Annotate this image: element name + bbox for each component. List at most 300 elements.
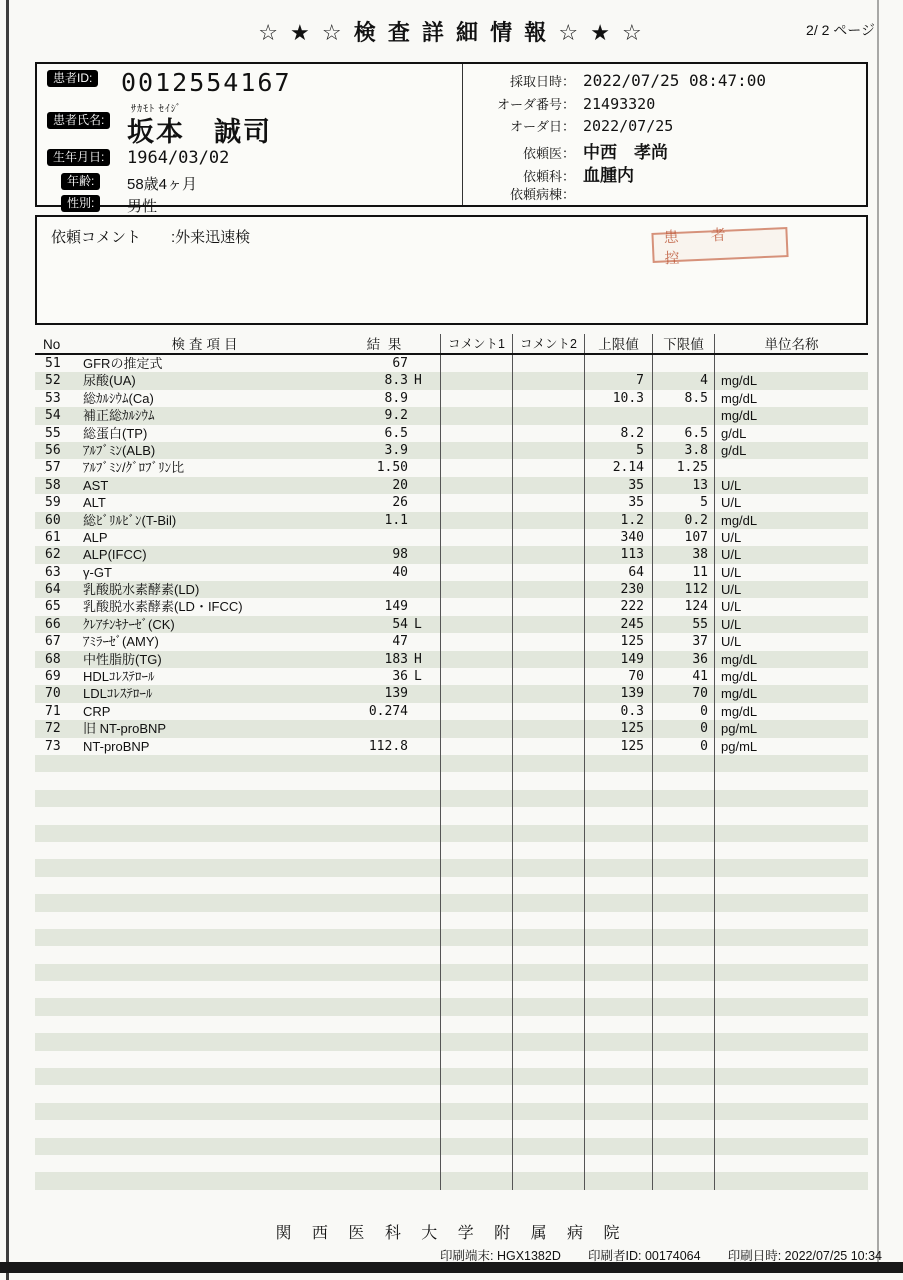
cell-c1: [440, 1103, 512, 1120]
cell-flag: [408, 842, 440, 859]
table-row: [35, 407, 868, 424]
cell-unit: [714, 772, 868, 789]
cell-result: [330, 946, 408, 963]
cell-unit: mg/dL: [714, 651, 868, 668]
cell-c1: [440, 981, 512, 998]
cell-flag: [408, 1051, 440, 1068]
cell-upper: 340: [584, 529, 652, 546]
table-row-empty: [35, 1051, 868, 1068]
cell-flag: [408, 790, 440, 807]
table-row: [35, 651, 868, 668]
cell-c1: [440, 912, 512, 929]
print-datetime: 印刷日時: 2022/07/25 10:34: [727, 1249, 882, 1263]
patient-info-panel: [37, 64, 463, 215]
table-row-empty: [35, 825, 868, 842]
column-header-item: 検査項目: [171, 337, 242, 352]
cell-c2: [512, 964, 584, 981]
cell-unit: pg/mL: [714, 738, 868, 755]
cell-flag: H: [414, 651, 422, 667]
cell-result: 36: [392, 669, 408, 685]
cell-no: [35, 998, 83, 1015]
table-row: [35, 390, 868, 407]
cell-unit: mg/dL: [714, 372, 868, 389]
cell-result: 8.9: [384, 390, 408, 406]
cell-lower: [652, 1085, 714, 1102]
cell-no: [35, 1051, 83, 1068]
cell-lower: [652, 1172, 714, 1189]
patient-copy-stamp: 患 者 控: [651, 227, 788, 263]
cell-upper: [584, 407, 652, 424]
cell-no: [35, 772, 83, 789]
cell-lower: 38: [652, 546, 714, 563]
cell-no: [35, 912, 83, 929]
column-header-upper: 上限値: [584, 334, 652, 353]
cell-lower: [652, 355, 714, 372]
cell-flag: [408, 738, 440, 755]
cell-flag: [408, 459, 440, 476]
table-row-empty: [35, 772, 868, 789]
cell-c2: [512, 529, 584, 546]
cell-lower: 124: [652, 598, 714, 615]
cell-result: [330, 859, 408, 876]
cell-flag: [408, 981, 440, 998]
cell-flag: L: [414, 669, 422, 685]
cell-unit: [714, 842, 868, 859]
cell-c2: [512, 425, 584, 442]
cell-result: [330, 998, 408, 1015]
cell-lower: [652, 407, 714, 424]
cell-upper: [584, 825, 652, 842]
column-header-no: No: [43, 337, 61, 352]
cell-unit: [714, 1051, 868, 1068]
sampled-label: 採取日時：: [509, 74, 575, 89]
ward-label: 依頼病棟：: [509, 187, 575, 202]
cell-upper: 10.3: [584, 390, 652, 407]
cell-no: [35, 894, 83, 911]
cell-upper: [584, 842, 652, 859]
cell-unit: U/L: [714, 564, 868, 581]
column-header-lower: 下限値: [652, 334, 714, 353]
table-row-empty: [35, 929, 868, 946]
order-no-row: [463, 94, 866, 113]
cell-item: [83, 1138, 330, 1155]
patient-id-label: 患者ID:: [47, 70, 98, 87]
cell-c1: [440, 442, 512, 459]
cell-no: [35, 1120, 83, 1137]
cell-lower: 107: [652, 529, 714, 546]
cell-flag: [408, 1103, 440, 1120]
cell-c1: [440, 494, 512, 511]
cell-flag: [408, 912, 440, 929]
cell-c2: [512, 929, 584, 946]
cell-unit: [714, 981, 868, 998]
cell-unit: mg/dL: [714, 512, 868, 529]
cell-no: [35, 859, 83, 876]
cell-upper: [584, 355, 652, 372]
cell-c2: [512, 1172, 584, 1189]
cell-no: 68: [45, 651, 61, 667]
cell-no: [35, 981, 83, 998]
cell-flag: [408, 1155, 440, 1172]
cell-c1: [440, 581, 512, 598]
cell-item: ｱﾙﾌﾞﾐﾝ(ALB): [83, 442, 156, 458]
table-row: [35, 581, 868, 598]
birth-date-value: 1964/03/02: [127, 148, 230, 168]
cell-no: 70: [45, 686, 61, 702]
cell-c1: [440, 407, 512, 424]
results-table-header: [35, 334, 868, 355]
cell-c1: [440, 616, 512, 633]
cell-upper: 0.3: [584, 703, 652, 720]
table-row: [35, 564, 868, 581]
cell-upper: [584, 1068, 652, 1085]
results-table: [35, 334, 868, 1190]
cell-lower: [652, 755, 714, 772]
cell-flag: [408, 390, 440, 407]
cell-no: [35, 807, 83, 824]
table-row: [35, 442, 868, 459]
cell-upper: 230: [584, 581, 652, 598]
cell-no: [35, 1155, 83, 1172]
cell-item: [83, 1016, 330, 1033]
cell-item: 中性脂肪(TG): [83, 651, 162, 667]
cell-item: 総蛋白(TP): [83, 425, 148, 441]
cell-upper: 125: [584, 720, 652, 737]
cell-unit: [714, 929, 868, 946]
table-row: [35, 616, 868, 633]
cell-upper: [584, 877, 652, 894]
cell-item: γ-GT: [83, 564, 112, 580]
cell-no: 56: [45, 442, 61, 458]
table-row: [35, 512, 868, 529]
column-header-comment2: コメント2: [512, 334, 584, 353]
cell-upper: 245: [584, 616, 652, 633]
cell-c1: [440, 372, 512, 389]
cell-no: 60: [45, 512, 61, 528]
age-label: 年齢:: [61, 173, 100, 190]
cell-c1: [440, 1172, 512, 1189]
cell-item: [83, 877, 330, 894]
cell-unit: mg/dL: [714, 685, 868, 702]
cell-c1: [440, 1016, 512, 1033]
cell-item: [83, 894, 330, 911]
cell-no: [35, 842, 83, 859]
table-row: [35, 494, 868, 511]
page-number: 2/ 2 ページ: [806, 22, 875, 38]
cell-c1: [440, 390, 512, 407]
cell-upper: 5: [584, 442, 652, 459]
cell-lower: 5: [652, 494, 714, 511]
cell-no: [35, 1068, 83, 1085]
cell-upper: 149: [584, 651, 652, 668]
cell-lower: [652, 859, 714, 876]
sampled-row: [463, 71, 866, 90]
results-table-body: [35, 355, 868, 1190]
cell-c2: [512, 877, 584, 894]
cell-c1: [440, 529, 512, 546]
cell-no: [35, 1103, 83, 1120]
patient-furigana: ｻｶﾓﾄ ｾｲｼﾞ: [131, 104, 182, 115]
cell-unit: [714, 894, 868, 911]
cell-no: 67: [45, 634, 61, 650]
cell-upper: 70: [584, 668, 652, 685]
order-date-value: 2022/07/25: [583, 117, 674, 135]
cell-c1: [440, 1085, 512, 1102]
cell-lower: [652, 912, 714, 929]
cell-flag: [408, 442, 440, 459]
cell-item: ｱﾐﾗｰｾﾞ(AMY): [83, 634, 159, 650]
patient-name-value: 坂本 誠司: [127, 117, 272, 147]
table-row-empty: [35, 1138, 868, 1155]
cell-lower: [652, 825, 714, 842]
cell-upper: [584, 1016, 652, 1033]
cell-unit: [714, 1085, 868, 1102]
table-row-empty: [35, 1172, 868, 1189]
cell-result: [330, 1120, 408, 1137]
cell-c2: [512, 894, 584, 911]
cell-c1: [440, 929, 512, 946]
cell-unit: [714, 1172, 868, 1189]
cell-no: [35, 1016, 83, 1033]
cell-c2: [512, 946, 584, 963]
table-row-empty: [35, 859, 868, 876]
cell-result: [330, 825, 408, 842]
cell-c1: [440, 425, 512, 442]
request-comment-box: [35, 215, 868, 325]
cell-flag: [408, 772, 440, 789]
cell-lower: [652, 946, 714, 963]
cell-result: 67: [392, 356, 408, 371]
cell-item: [83, 1068, 330, 1085]
cell-item: 乳酸脱水素酵素(LD・IFCC): [83, 599, 243, 615]
cell-item: [83, 981, 330, 998]
cell-lower: 0: [652, 738, 714, 755]
cell-c2: [512, 859, 584, 876]
cell-no: 58: [45, 477, 61, 493]
cell-result: 26: [392, 495, 408, 511]
cell-flag: [408, 825, 440, 842]
cell-item: LDLｺﾚｽﾃﾛｰﾙ: [83, 686, 153, 702]
cell-c1: [440, 720, 512, 737]
cell-c2: [512, 546, 584, 563]
cell-c2: [512, 1155, 584, 1172]
cell-c1: [440, 668, 512, 685]
cell-c2: [512, 668, 584, 685]
dept-value: 血腫内: [583, 166, 634, 185]
scan-edge-right: [877, 0, 879, 1262]
sex-label: 性別:: [61, 195, 100, 212]
cell-unit: g/dL: [714, 442, 868, 459]
cell-upper: 222: [584, 598, 652, 615]
cell-result: 149: [384, 599, 408, 615]
cell-c1: [440, 355, 512, 372]
table-row: [35, 738, 868, 755]
cell-c2: [512, 512, 584, 529]
cell-c1: [440, 738, 512, 755]
cell-c1: [440, 894, 512, 911]
cell-flag: [408, 998, 440, 1015]
cell-flag: [408, 355, 440, 372]
patient-id-value: 0012554167: [121, 68, 292, 97]
cell-lower: [652, 807, 714, 824]
cell-item: [83, 1155, 330, 1172]
cell-result: [330, 1155, 408, 1172]
cell-flag: H: [414, 373, 422, 389]
table-row-empty: [35, 1068, 868, 1085]
cell-flag: [408, 964, 440, 981]
patient-name-label: 患者氏名:: [47, 112, 110, 129]
cell-unit: U/L: [714, 546, 868, 563]
order-no-value: 21493320: [583, 95, 656, 113]
cell-item: [83, 1103, 330, 1120]
cell-lower: 11: [652, 564, 714, 581]
order-info-panel: [463, 64, 866, 205]
cell-lower: [652, 1138, 714, 1155]
cell-item: ｸﾚｱﾁﾝｷﾅｰｾﾞ(CK): [83, 616, 175, 632]
cell-lower: [652, 929, 714, 946]
cell-lower: [652, 772, 714, 789]
table-row: [35, 703, 868, 720]
cell-no: [35, 1172, 83, 1189]
cell-flag: [408, 859, 440, 876]
print-info-line: [440, 1246, 882, 1264]
cell-no: 53: [45, 390, 61, 406]
cell-item: 総ﾋﾞﾘﾙﾋﾞﾝ(T-Bil): [83, 512, 177, 528]
cell-result: 20: [392, 477, 408, 493]
table-row-empty: [35, 1120, 868, 1137]
table-row-empty: [35, 1033, 868, 1050]
cell-result: [330, 772, 408, 789]
cell-unit: U/L: [714, 633, 868, 650]
cell-unit: [714, 964, 868, 981]
cell-item: ALP: [83, 529, 108, 545]
cell-item: ALT: [83, 495, 106, 511]
cell-no: 61: [45, 529, 61, 545]
cell-item: 乳酸脱水素酵素(LD): [83, 582, 200, 598]
cell-lower: 36: [652, 651, 714, 668]
cell-lower: [652, 964, 714, 981]
cell-flag: [408, 633, 440, 650]
cell-c1: [440, 477, 512, 494]
cell-upper: 2.14: [584, 459, 652, 476]
cell-c1: [440, 598, 512, 615]
cell-lower: [652, 1155, 714, 1172]
table-row-empty: [35, 1016, 868, 1033]
cell-lower: 4: [652, 372, 714, 389]
cell-unit: U/L: [714, 616, 868, 633]
cell-c1: [440, 685, 512, 702]
cell-result: 9.2: [384, 408, 408, 424]
cell-flag: [408, 494, 440, 511]
cell-no: 63: [45, 564, 61, 580]
cell-upper: 35: [584, 477, 652, 494]
table-row: [35, 546, 868, 563]
cell-c1: [440, 546, 512, 563]
cell-c2: [512, 825, 584, 842]
cell-flag: [408, 425, 440, 442]
cell-c1: [440, 1138, 512, 1155]
cell-result: [330, 894, 408, 911]
cell-upper: [584, 859, 652, 876]
cell-c2: [512, 581, 584, 598]
cell-item: CRP: [83, 703, 111, 719]
cell-flag: [408, 477, 440, 494]
cell-result: [330, 581, 408, 598]
cell-no: 55: [45, 425, 61, 441]
cell-unit: [714, 1103, 868, 1120]
cell-no: 65: [45, 599, 61, 615]
cell-result: 54: [392, 616, 408, 632]
cell-unit: mg/dL: [714, 703, 868, 720]
cell-item: [83, 998, 330, 1015]
cell-c1: [440, 964, 512, 981]
cell-unit: [714, 998, 868, 1015]
cell-flag: [408, 1016, 440, 1033]
cell-upper: [584, 772, 652, 789]
doctor-value: 中西 孝尚: [583, 143, 668, 162]
print-terminal: 印刷端末: HGX1382D: [440, 1249, 561, 1263]
table-row: [35, 598, 868, 615]
cell-no: [35, 946, 83, 963]
cell-flag: [408, 1068, 440, 1085]
cell-upper: [584, 1120, 652, 1137]
cell-c1: [440, 877, 512, 894]
cell-upper: [584, 946, 652, 963]
column-header-unit: 単位名称: [714, 334, 868, 353]
cell-lower: [652, 790, 714, 807]
cell-lower: 37: [652, 633, 714, 650]
doctor-row: [463, 138, 866, 163]
doctor-label: 依頼医：: [522, 146, 575, 161]
cell-c1: [440, 1155, 512, 1172]
cell-flag: [408, 755, 440, 772]
cell-c1: [440, 1068, 512, 1085]
cell-result: [330, 929, 408, 946]
cell-flag: [408, 581, 440, 598]
cell-lower: [652, 894, 714, 911]
cell-item: 補正総ｶﾙｼｳﾑ: [83, 408, 155, 424]
cell-flag: [408, 564, 440, 581]
cell-item: GFRの推定式: [83, 356, 163, 371]
cell-c1: [440, 807, 512, 824]
cell-unit: [714, 946, 868, 963]
cell-unit: [714, 807, 868, 824]
cell-c2: [512, 703, 584, 720]
cell-no: 71: [45, 703, 61, 719]
cell-c2: [512, 685, 584, 702]
cell-unit: [714, 1138, 868, 1155]
cell-flag: [408, 685, 440, 702]
cell-result: [330, 912, 408, 929]
cell-upper: [584, 894, 652, 911]
request-comment-value: :外来迅速検: [171, 229, 251, 246]
cell-unit: U/L: [714, 581, 868, 598]
cell-c1: [440, 790, 512, 807]
cell-lower: [652, 1051, 714, 1068]
cell-lower: [652, 1016, 714, 1033]
cell-lower: 55: [652, 616, 714, 633]
cell-upper: 7: [584, 372, 652, 389]
cell-no: [35, 1033, 83, 1050]
table-row: [35, 425, 868, 442]
cell-c2: [512, 981, 584, 998]
dept-row: [463, 161, 866, 186]
order-date-label: オーダ日：: [509, 119, 575, 134]
report-title: ☆ ★ ☆ 検 査 詳 細 情 報 ☆ ★ ☆: [258, 20, 645, 45]
cell-upper: 139: [584, 685, 652, 702]
cell-lower: [652, 877, 714, 894]
cell-unit: [714, 1120, 868, 1137]
